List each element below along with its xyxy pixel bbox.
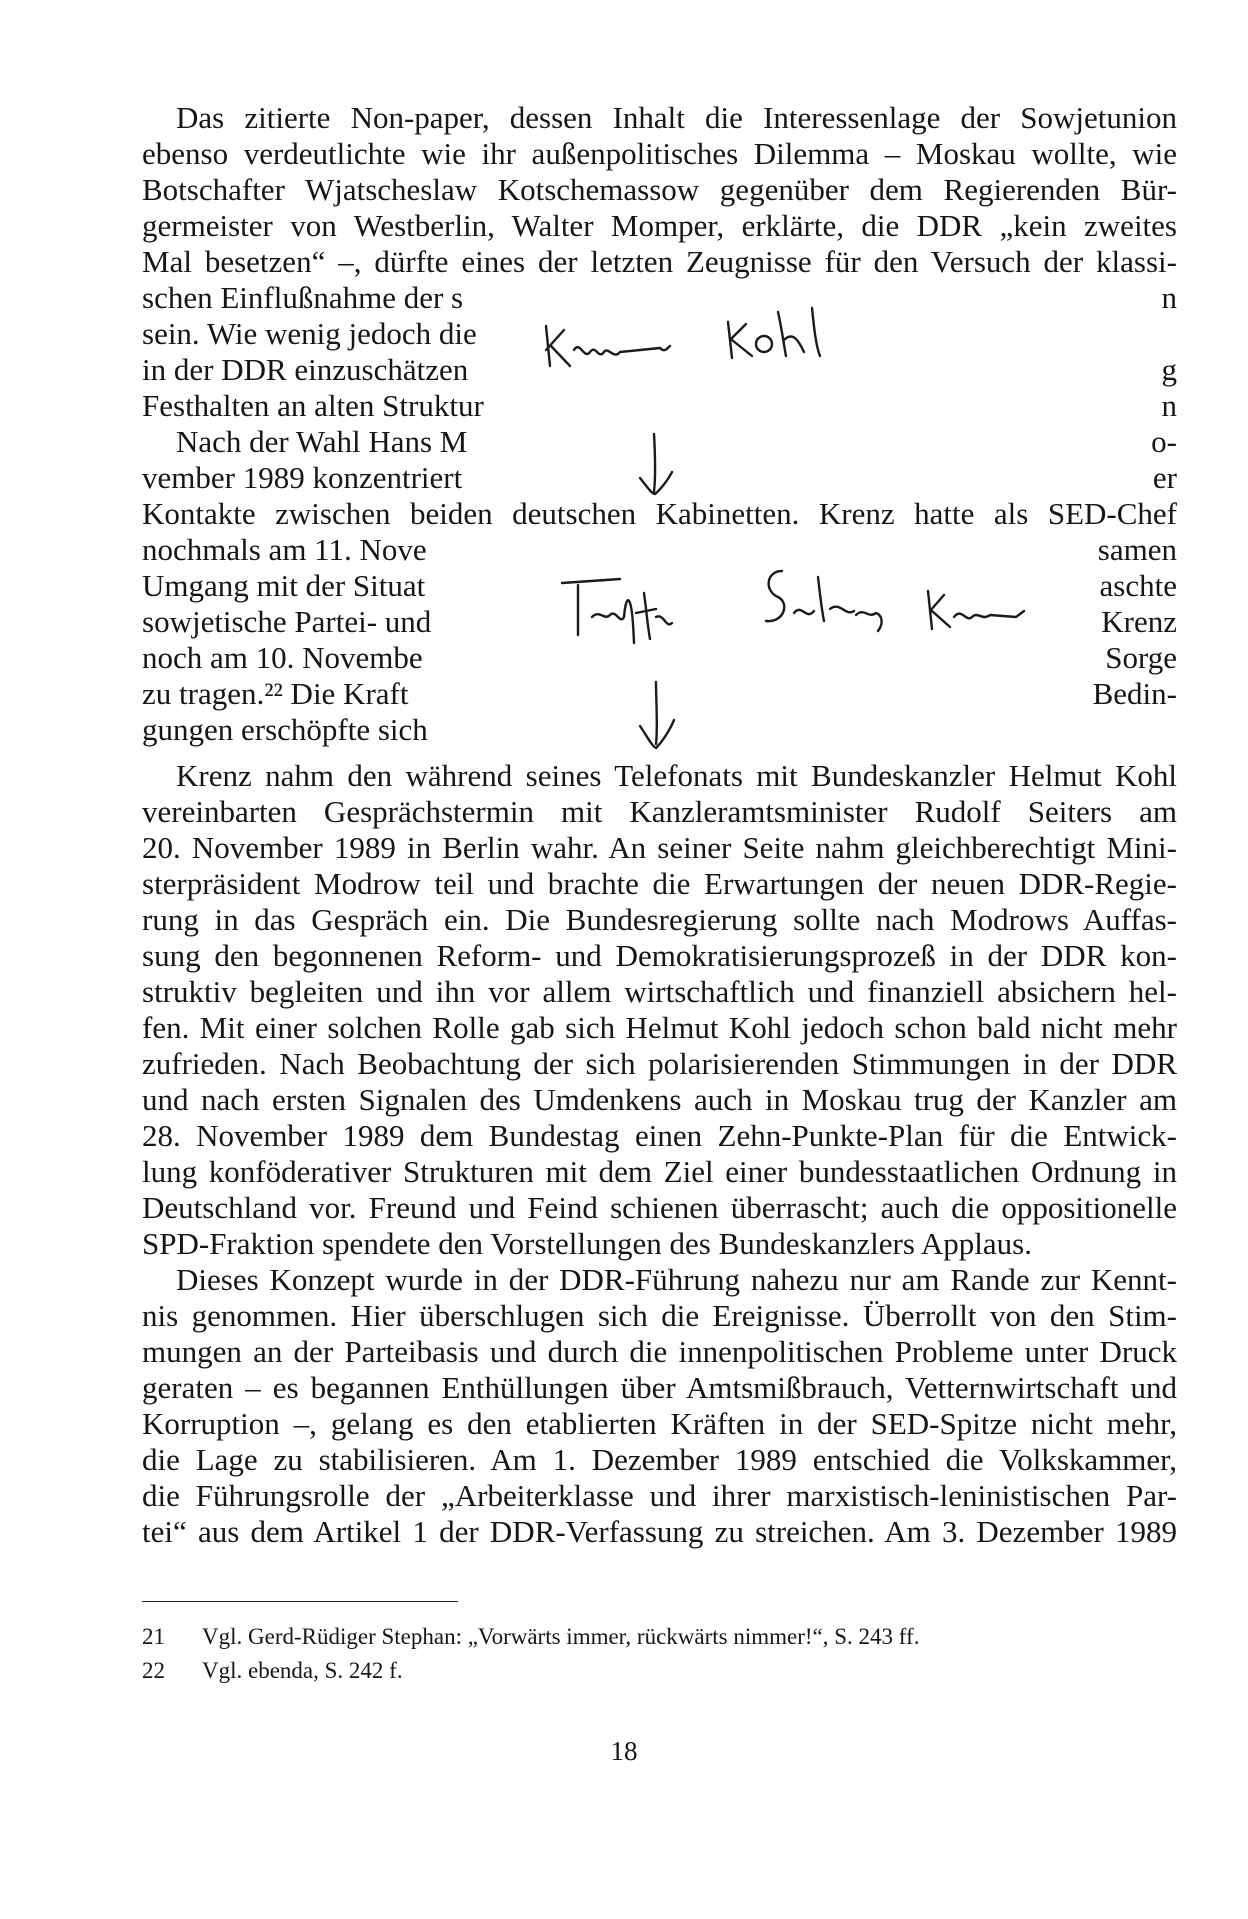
text-line: lung konföderativer Strukturen mit dem Ziel einer bundesstaatlichen Ordnung in — [142, 1154, 1177, 1189]
text-line-fragment: nochmals am 11. Nove — [142, 532, 427, 567]
text-line: zufrieden. Nach Beobachtung der sich polarisierenden Stimmungen in der DDR — [142, 1046, 1177, 1081]
text-line-fragment: vember 1989 konzentriert — [142, 460, 463, 495]
text-line: sung den begonnenen Reform- und Demokratisierungsprozeß in der DDR kon- — [142, 938, 1177, 973]
text-line: Dieses Konzept wurde in der DDR-Führung nahezu nur am Rande zur Kennt- — [176, 1262, 1177, 1297]
handwritten-word — [560, 573, 700, 653]
footnote-separator — [142, 1601, 458, 1602]
text-line-fragment: schen Einflußnahme der s — [142, 280, 464, 315]
text-line: mungen an der Parteibasis und durch die innenpolitischen Probleme unter Druck — [142, 1334, 1177, 1369]
text-line: nis genommen. Hier überschlugen sich die Ereignisse. Überrollt von den Stim- — [142, 1298, 1177, 1333]
footnote-text: Vgl. Gerd-Rüdiger Stephan: „Vorwärts immer, rückwärts nimmer!“, S. 243 ff. — [202, 1624, 920, 1649]
text-line: die Lage zu stabilisieren. Am 1. Dezember 1989 entschied die Volkskammer, — [142, 1442, 1177, 1477]
text-line: rung in das Gespräch ein. Die Bundesregierung sollte nach Modrows Auffas- — [142, 902, 1177, 937]
footnote-number: 22 — [142, 1658, 165, 1683]
text-line: Botschafter Wjatscheslaw Kotschemassow gegenüber dem Regierenden Bür- — [142, 172, 1177, 207]
text-line: germeister von Westberlin, Walter Momper, erklärte, die DDR „kein zweites — [142, 208, 1177, 243]
text-line-fragment-right: Krenz — [1101, 604, 1177, 639]
text-line-fragment-right: Bedin- — [1092, 676, 1177, 711]
text-line-fragment-right: g — [1161, 352, 1177, 387]
footnote-text: Vgl. ebenda, S. 242 f. — [202, 1658, 403, 1683]
text-line: SPD-Fraktion spendete den Vorstellungen des Bundeskanzlers Applaus. — [142, 1226, 1032, 1261]
text-line: struktiv begleiten und ihn vor allem wirtschaftlich und finanziell absichern hel- — [142, 974, 1177, 1009]
text-line: Das zitierte Non-paper, dessen Inhalt die Interessenlage der Sowjetunion — [176, 100, 1177, 135]
text-line-fragment-right: aschte — [1099, 568, 1177, 603]
text-line: geraten – es begannen Enthüllungen über Amtsmißbrauch, Vetternwirtschaft und — [142, 1370, 1177, 1405]
text-line-fragment-right: o- — [1151, 424, 1177, 459]
handwritten-word — [760, 565, 910, 645]
text-line: vereinbarten Gesprächstermin mit Kanzleramtsminister Rudolf Seiters am — [142, 794, 1177, 829]
text-line: ebenso verdeutlichte wie ihr außenpolitisches Dilemma – Moskau wollte, wie — [142, 136, 1177, 171]
text-line: Mal besetzen“ –, dürfte eines der letzten Zeugnisse für den Versuch der klassi- — [142, 244, 1177, 279]
handwritten-arrow-2 — [632, 678, 682, 763]
text-line-fragment: Festhalten an alten Struktur — [142, 388, 484, 423]
text-line: 20. November 1989 in Berlin wahr. An seiner Seite nahm gleichberechtigt Mini- — [142, 830, 1177, 865]
text-line-fragment: noch am 10. Novembe — [142, 640, 423, 675]
text-line: die Führungsrolle der „Arbeiterklasse und ihrer marxistisch-leninistischen Par- — [142, 1478, 1177, 1513]
text-line: Kontakte zwischen beiden deutschen Kabinetten. Krenz hatte als SED-Chef — [142, 496, 1177, 531]
text-line: tei“ aus dem Artikel 1 der DDR-Verfassung zu streichen. Am 3. Dezember 1989 — [142, 1514, 1177, 1549]
text-line: Krenz nahm den während seines Telefonats mit Bundeskanzler Helmut Kohl — [176, 758, 1177, 793]
text-line-fragment: sowjetische Partei- und — [142, 604, 432, 639]
text-line-fragment-right: er — [1152, 460, 1177, 495]
text-line-fragment: sein. Wie wenig jedoch die — [142, 316, 477, 351]
text-line: sterpräsident Modrow teil und brachte die Erwartungen der neuen DDR-Regie- — [142, 866, 1177, 901]
text-line-fragment-right: samen — [1097, 532, 1177, 567]
text-line: fen. Mit einer solchen Rolle gab sich Helmut Kohl jedoch schon bald nicht mehr — [142, 1010, 1177, 1045]
handwritten-word — [920, 571, 1040, 651]
text-line: Deutschland vor. Freund und Feind schienen überrascht; auch die oppositionelle — [142, 1190, 1177, 1225]
page-number: 18 — [610, 1736, 638, 1766]
footnote-number: 21 — [142, 1624, 165, 1649]
handwritten-word — [540, 308, 690, 378]
handwritten-arrow-1 — [632, 430, 682, 505]
text-line-fragment: Nach der Wahl Hans M — [176, 424, 468, 459]
text-line-fragment-right: Sorge — [1105, 640, 1177, 675]
text-line-fragment: in der DDR einzuschätzen — [142, 352, 469, 387]
text-line-fragment: Umgang mit der Situat — [142, 568, 426, 603]
text-line-fragment: gungen erschöpfte sich — [142, 712, 428, 747]
text-line-fragment: zu tragen.²² Die Kraft — [142, 676, 409, 711]
text-line: 28. November 1989 dem Bundestag einen Zehn-Punkte-Plan für die Entwick- — [142, 1118, 1177, 1153]
text-line: und nach ersten Signalen des Umdenkens auch in Moskau trug der Kanzler am — [142, 1082, 1177, 1117]
text-line-fragment-right: n — [1161, 388, 1177, 423]
text-line-fragment-right: n — [1161, 280, 1177, 315]
text-line: Korruption –, gelang es den etablierten Kräften in der SED-Spitze nicht mehr, — [142, 1406, 1177, 1441]
handwritten-word — [720, 300, 850, 370]
